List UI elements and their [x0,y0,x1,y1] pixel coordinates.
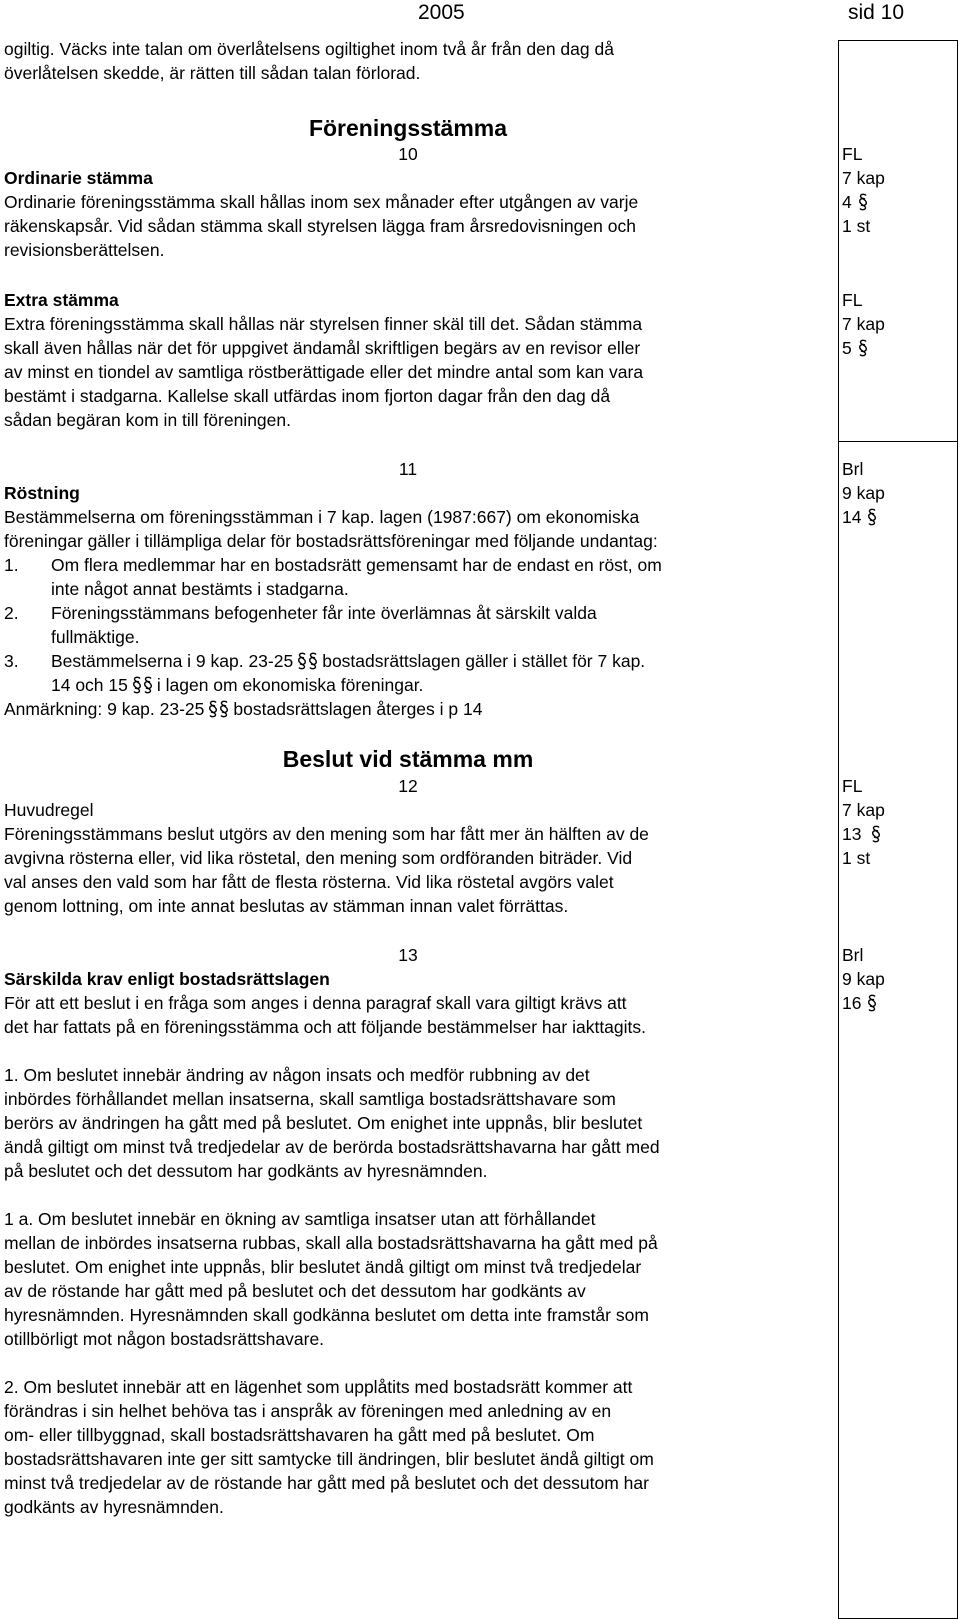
note-text: bostadsrättslagen återges i p 14 [233,699,483,719]
body-line: berörs av ändringen ha gått med på beslutet. Om enighet inte uppnås, blir beslutet [4,1113,643,1133]
header-page-number: sid 10 [848,1,905,24]
ref-law: Brl [842,459,864,479]
body-line: Extra föreningsstämma skall hållas när styrelsen finner skäl till det. Sådan stämma [4,314,643,334]
list-number: 1. [4,555,19,575]
ref-section [842,505,877,529]
sidebar-box [838,40,958,442]
list-item-line: fullmäktige. [51,627,140,647]
paragraph-number: 11 [398,459,418,479]
section-sign-icon [308,652,318,670]
body-line: på beslutet och det dessutom har godkänts av hyresnämnden. [4,1161,488,1181]
list-item-line [51,649,645,673]
body-line: av minst en tiondel av samtliga röstberättigade eller det mindre antal som kan vara [4,362,644,382]
body-line: revisionsberättelsen. [4,240,165,260]
section-sign-icon [858,339,868,357]
body-line: Föreningsstämmans beslut utgörs av den mening som har fått mer än hälften av de [4,824,649,844]
intro-line: överlåtelsen skedde, är rätten till sådan talan förlorad. [4,63,421,83]
section-title: Föreningsstämma [308,115,508,141]
body-line: inbördes förhållandet mellan insatserna, skall samtliga bostadsrättshavare som [4,1089,616,1109]
body-line: av de röstande har gått med på beslutet och det dessutom har godkänts av [4,1281,586,1301]
body-line: skall även hållas när det för uppgivet ändamål skriftligen begärs av en revisor eller [4,338,641,358]
list-number: 3. [4,651,19,671]
list-number: 2. [4,603,19,623]
body-line: 1. Om beslutet innebär ändring av någon insats och medför rubbning av det [4,1065,590,1085]
ref-chapter: 7 kap [842,168,885,188]
ref-chapter: 7 kap [842,314,885,334]
body-line: bestämt i stadgarna. Kallelse skall utfärdas inom fjorton dagar från den dag då [4,386,611,406]
paragraph-heading: Röstning [4,483,80,503]
body-line: ändå giltigt om minst två tredjedelar av de berörda bostadsrättshavarna har gått med [4,1137,660,1157]
list-item-text: 14 och 15 [51,675,128,695]
ref-law: FL [842,290,863,310]
body-line: beslutet. Om enighet inte uppnås, blir beslutet ändå giltigt om minst två tredjedelar [4,1257,642,1277]
section-sign-icon [871,825,881,843]
ref-stycke: 1 st [842,848,871,868]
header-year: 2005 [418,1,465,24]
ref-section-number: 14 [842,507,862,527]
body-line: förändras i sin helhet behöva tas i anspråk av föreningen med anledning av en [4,1401,612,1421]
paragraph-heading: Ordinarie stämma [4,168,153,188]
body-line: bostadsrättshavaren inte ger sitt samtycke till ändringen, blir beslutet ändå giltigt om [4,1449,654,1469]
ref-law: Brl [842,945,864,965]
ref-section [842,822,881,846]
list-item-line [51,673,423,697]
ref-section [842,991,877,1015]
section-sign-icon [143,676,153,694]
body-line: godkänts av hyresnämnden. [4,1497,224,1517]
list-item-text: bostadsrättslagen gäller i stället för 7 kap. [322,651,646,671]
paragraph-number: 12 [398,776,418,796]
body-line: Ordinarie föreningsstämma skall hållas inom sex månader efter utgången av varje [4,192,639,212]
body-line: otillbörligt mot någon bostadsrättshavare. [4,1329,325,1349]
note-text: Anmärkning: 9 kap. 23-25 [4,699,205,719]
ref-section-number: 13 [842,824,862,844]
body-line: Bestämmelserna om föreningsstämman i 7 kap. lagen (1987:667) om ekonomiska [4,507,640,527]
ref-stycke: 1 st [842,216,871,236]
ref-section-number: 5 [842,338,852,358]
ref-law: FL [842,776,863,796]
paragraph-number: 10 [398,144,418,164]
section-sign-icon [208,700,218,718]
section-sign-icon [219,700,229,718]
paragraph-heading: Extra stämma [4,290,119,310]
body-line: genom lottning, om inte annat beslutas av stämman innan valet förrättas. [4,896,569,916]
body-line: hyresnämnden. Hyresnämnden skall godkänna beslutet om detta inte framstår som [4,1305,649,1325]
section-sign-icon [132,676,142,694]
body-line: 2. Om beslutet innebär att en lägenhet som upplåtits med bostadsrätt kommer att [4,1377,633,1397]
body-line: För att ett beslut i en fråga som anges i denna paragraf skall vara giltigt krävs att [4,993,627,1013]
section-sign-icon [858,193,868,211]
ref-section-number: 4 [842,192,852,212]
section-sign-icon [867,508,877,526]
ref-chapter: 9 kap [842,969,885,989]
ref-chapter: 9 kap [842,483,885,503]
ref-section [842,190,868,214]
section-sign-icon [867,994,877,1012]
paragraph-heading: Särskilda krav enligt bostadsrättslagen [4,969,330,989]
body-line: avgivna rösterna eller, vid lika röstetal, den mening som ordföranden biträder. Vid [4,848,633,868]
ref-chapter: 7 kap [842,800,885,820]
body-line: mellan de inbördes insatserna rubbas, skall alla bostadsrättshavarna ha gått med på [4,1233,658,1253]
ref-law: FL [842,144,863,164]
list-item-line: Föreningsstämmans befogenheter får inte överlämnas åt särskilt valda [51,603,597,623]
paragraph-heading: Huvudregel [4,800,94,820]
ref-section [842,336,868,360]
body-line: räkenskapsår. Vid sådan stämma skall styrelsen lägga fram årsredovisningen och [4,216,636,236]
note-line [4,697,482,721]
list-item-text: i lagen om ekonomiska föreningar. [156,675,424,695]
list-item-text: Bestämmelserna i 9 kap. 23-25 [51,651,294,671]
body-line: föreningar gäller i tillämpliga delar för bostadsrättsföreningar med följande undantag: [4,531,658,551]
list-item-line: Om flera medlemmar har en bostadsrätt gemensamt har de endast en röst, om [51,555,662,575]
body-line: minst två tredjedelar av de röstande har gått med på beslutet och det dessutom har [4,1473,649,1493]
body-line: 1 a. Om beslutet innebär en ökning av samtliga insatser utan att förhållandet [4,1209,596,1229]
body-line: val anses den vald som har fått de flesta rösterna. Vid lika röstetal avgörs valet [4,872,614,892]
list-item-line: inte något annat bestämts i stadgarna. [51,579,349,599]
sidebar-box [838,441,958,1619]
body-line: det har fattats på en föreningsstämma och att följande bestämmelser har iakttagits. [4,1017,647,1037]
body-line: om- eller tillbyggnad, skall bostadsrättshavaren ha gått med på beslutet. Om [4,1425,595,1445]
intro-line: ogiltig. Väcks inte talan om överlåtelsens ogiltighet inom två år från den dag då [4,39,614,59]
section-sign-icon [297,652,307,670]
section-title: Beslut vid stämma mm [282,746,534,772]
ref-section-number: 16 [842,993,862,1013]
body-line: sådan begäran kom in till föreningen. [4,410,291,430]
paragraph-number: 13 [398,945,418,965]
